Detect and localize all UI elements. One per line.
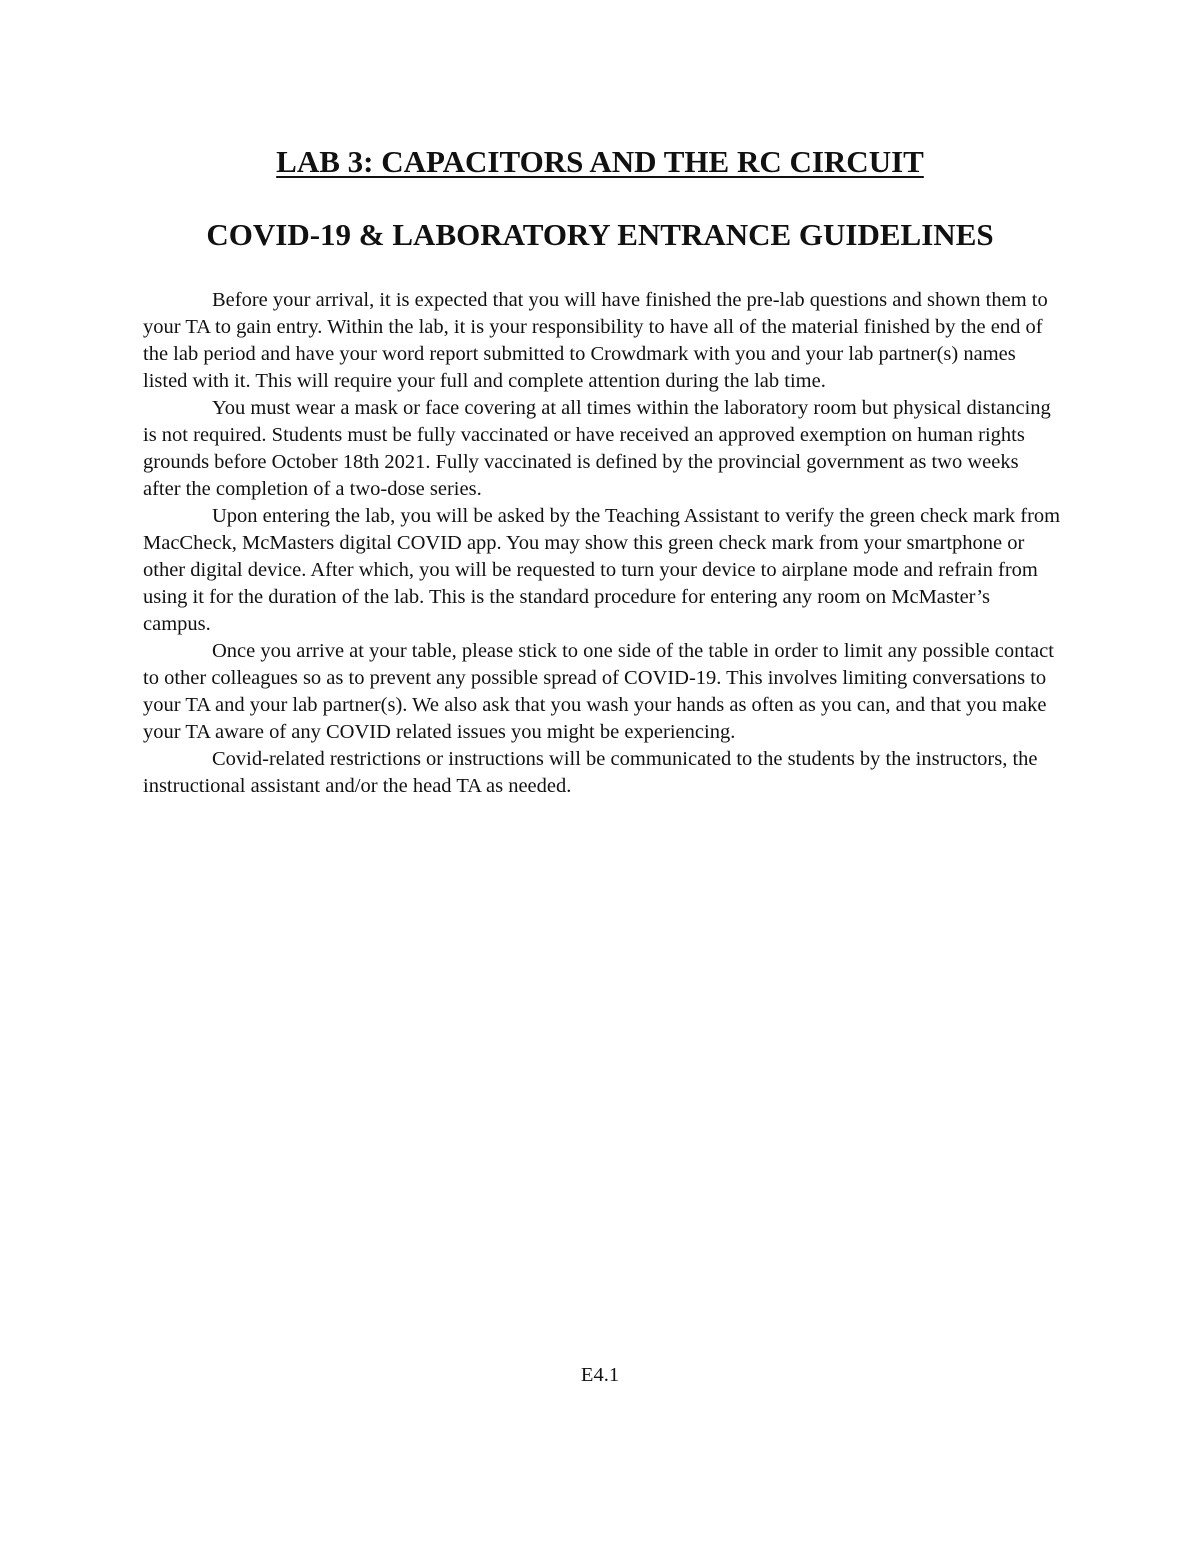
paragraph-arrival: Before your arrival, it is expected that you will have finished the pre-lab questions and shown them to your TA to gain entry. Within the lab, it is your responsibility to have all of the material finished by the end of the lab period and have your word report submitted to Crowdmark with you and your lab partner(s) names listed with it. This will require your full and complete attention during the lab time. xyxy=(143,289,1048,392)
section-heading: COVID-19 & LABORATORY ENTRANCE GUIDELINES xyxy=(206,217,994,252)
paragraph-table-conduct: Once you arrive at your table, please stick to one side of the table in order to limit any possible contact to other colleagues so as to prevent any possible spread of COVID-19. This involves limiting conversations to your TA and your lab partner(s). We also ask that you wash your hands as often as you can, and that you make your TA aware of any COVID related issues you might be experiencing. xyxy=(143,640,1054,743)
paragraph-mask-vaccination: You must wear a mask or face covering at all times within the laboratory room but physical distancing is not required. Students must be fully vaccinated or have received an approved exemption on human rights grounds before October 18th 2021. Fully vaccinated is defined by the provincial government as two weeks after the completion of a two-dose series. xyxy=(143,397,1051,500)
paragraph-restrictions: Covid-related restrictions or instructions will be communicated to the students by the instructors, the instructional assistant and/or the head TA as needed. xyxy=(143,748,1038,797)
document-title: LAB 3: CAPACITORS AND THE RC CIRCUIT xyxy=(276,144,924,179)
guidelines-body xyxy=(143,287,1061,800)
paragraph-maccheck: Upon entering the lab, you will be asked by the Teaching Assistant to verify the green check mark from MacCheck, McMasters digital COVID app. You may show this green check mark from your smartphone or other digital device. After which, you will be requested to turn your device to airplane mode and refrain from using it for the duration of the lab. This is the standard procedure for entering any room on McMaster’s campus. xyxy=(143,505,1061,635)
page-number: E4.1 xyxy=(580,1364,620,1386)
